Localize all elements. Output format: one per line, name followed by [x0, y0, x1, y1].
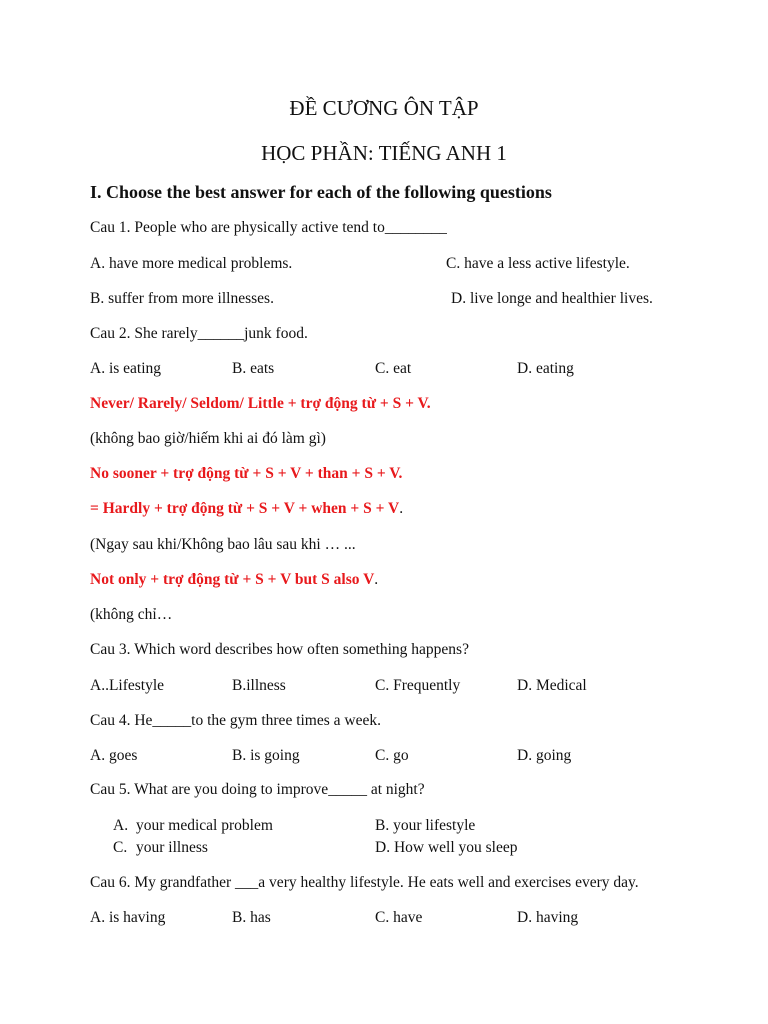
- q5-option-c-marker: C.: [113, 839, 128, 856]
- q3-option-a: A..Lifestyle: [90, 677, 165, 694]
- doc-title: ĐỀ CƯƠNG ÔN TẬP: [289, 96, 479, 120]
- q5-option-b: B. your lifestyle: [375, 817, 476, 834]
- grammar-rule-4-meaning: (không chỉ…: [90, 606, 173, 623]
- q2-option-a: A. is eating: [90, 360, 162, 377]
- q5-option-c: your illness: [136, 839, 208, 856]
- question-5: Cau 5. What are you doing to improve_____ at night?: [90, 781, 425, 798]
- question-4: Cau 4. He_____to the gym three times a week.: [90, 712, 381, 729]
- grammar-rule-23-meaning: (Ngay sau khi/Không bao lâu sau khi … ...: [90, 536, 356, 553]
- q2-option-d: D. eating: [517, 360, 574, 377]
- doc-subtitle: HỌC PHẦN: TIẾNG ANH 1: [261, 141, 507, 165]
- q4-option-b: B. is going: [232, 747, 300, 764]
- q3-option-b: B.illness: [232, 677, 286, 694]
- q3-option-c: C. Frequently: [375, 677, 461, 694]
- q4-option-a: A. goes: [90, 747, 138, 764]
- q1-option-c: C. have a less active lifestyle.: [446, 255, 630, 272]
- grammar-rule-3: [90, 499, 403, 519]
- question-3: Cau 3. Which word describes how often something happens?: [90, 641, 469, 658]
- grammar-rule-1-meaning: (không bao giờ/hiếm khi ai đó làm gì): [90, 430, 326, 447]
- q1-option-b: B. suffer from more illnesses.: [90, 290, 274, 307]
- q1-option-a: A. have more medical problems.: [90, 255, 293, 272]
- q5-option-d: D. How well you sleep: [375, 839, 518, 856]
- q1-option-d: D. live longe and healthier lives.: [451, 290, 653, 307]
- question-1: Cau 1. People who are physically active tend to________: [90, 219, 447, 236]
- grammar-rule-1: Never/ Rarely/ Seldom/ Little + trợ động từ + S + V.: [90, 395, 431, 412]
- grammar-rule-4-text: Not only + trợ động từ + S + V but S also V: [90, 571, 375, 588]
- q4-option-d: D. going: [517, 747, 572, 764]
- q2-option-c: C. eat: [375, 360, 412, 377]
- q2-option-b: B. eats: [232, 360, 275, 377]
- grammar-rule-3-text: = Hardly + trợ động từ + S + V + when + S + V: [90, 500, 400, 517]
- q5-option-a: your medical problem: [136, 817, 273, 834]
- q6-option-d: D. having: [517, 909, 579, 926]
- grammar-rule-3-period: .: [399, 500, 404, 517]
- question-6: Cau 6. My grandfather ___a very healthy lifestyle. He eats well and exercises every day.: [90, 874, 639, 891]
- q5-option-a-marker: A.: [113, 817, 129, 834]
- grammar-rule-4: [90, 570, 378, 590]
- q4-option-c: C. go: [375, 747, 409, 764]
- grammar-rule-4-period: .: [374, 571, 379, 588]
- q6-option-a: A. is having: [90, 909, 166, 926]
- q3-option-d: D. Medical: [517, 677, 587, 694]
- q6-option-b: B. has: [232, 909, 271, 926]
- grammar-rule-2: No sooner + trợ động từ + S + V + than + S + V.: [90, 465, 403, 482]
- section-heading: I. Choose the best answer for each of the following questions: [90, 182, 552, 202]
- q6-option-c: C. have: [375, 909, 423, 926]
- question-2: Cau 2. She rarely______junk food.: [90, 325, 308, 342]
